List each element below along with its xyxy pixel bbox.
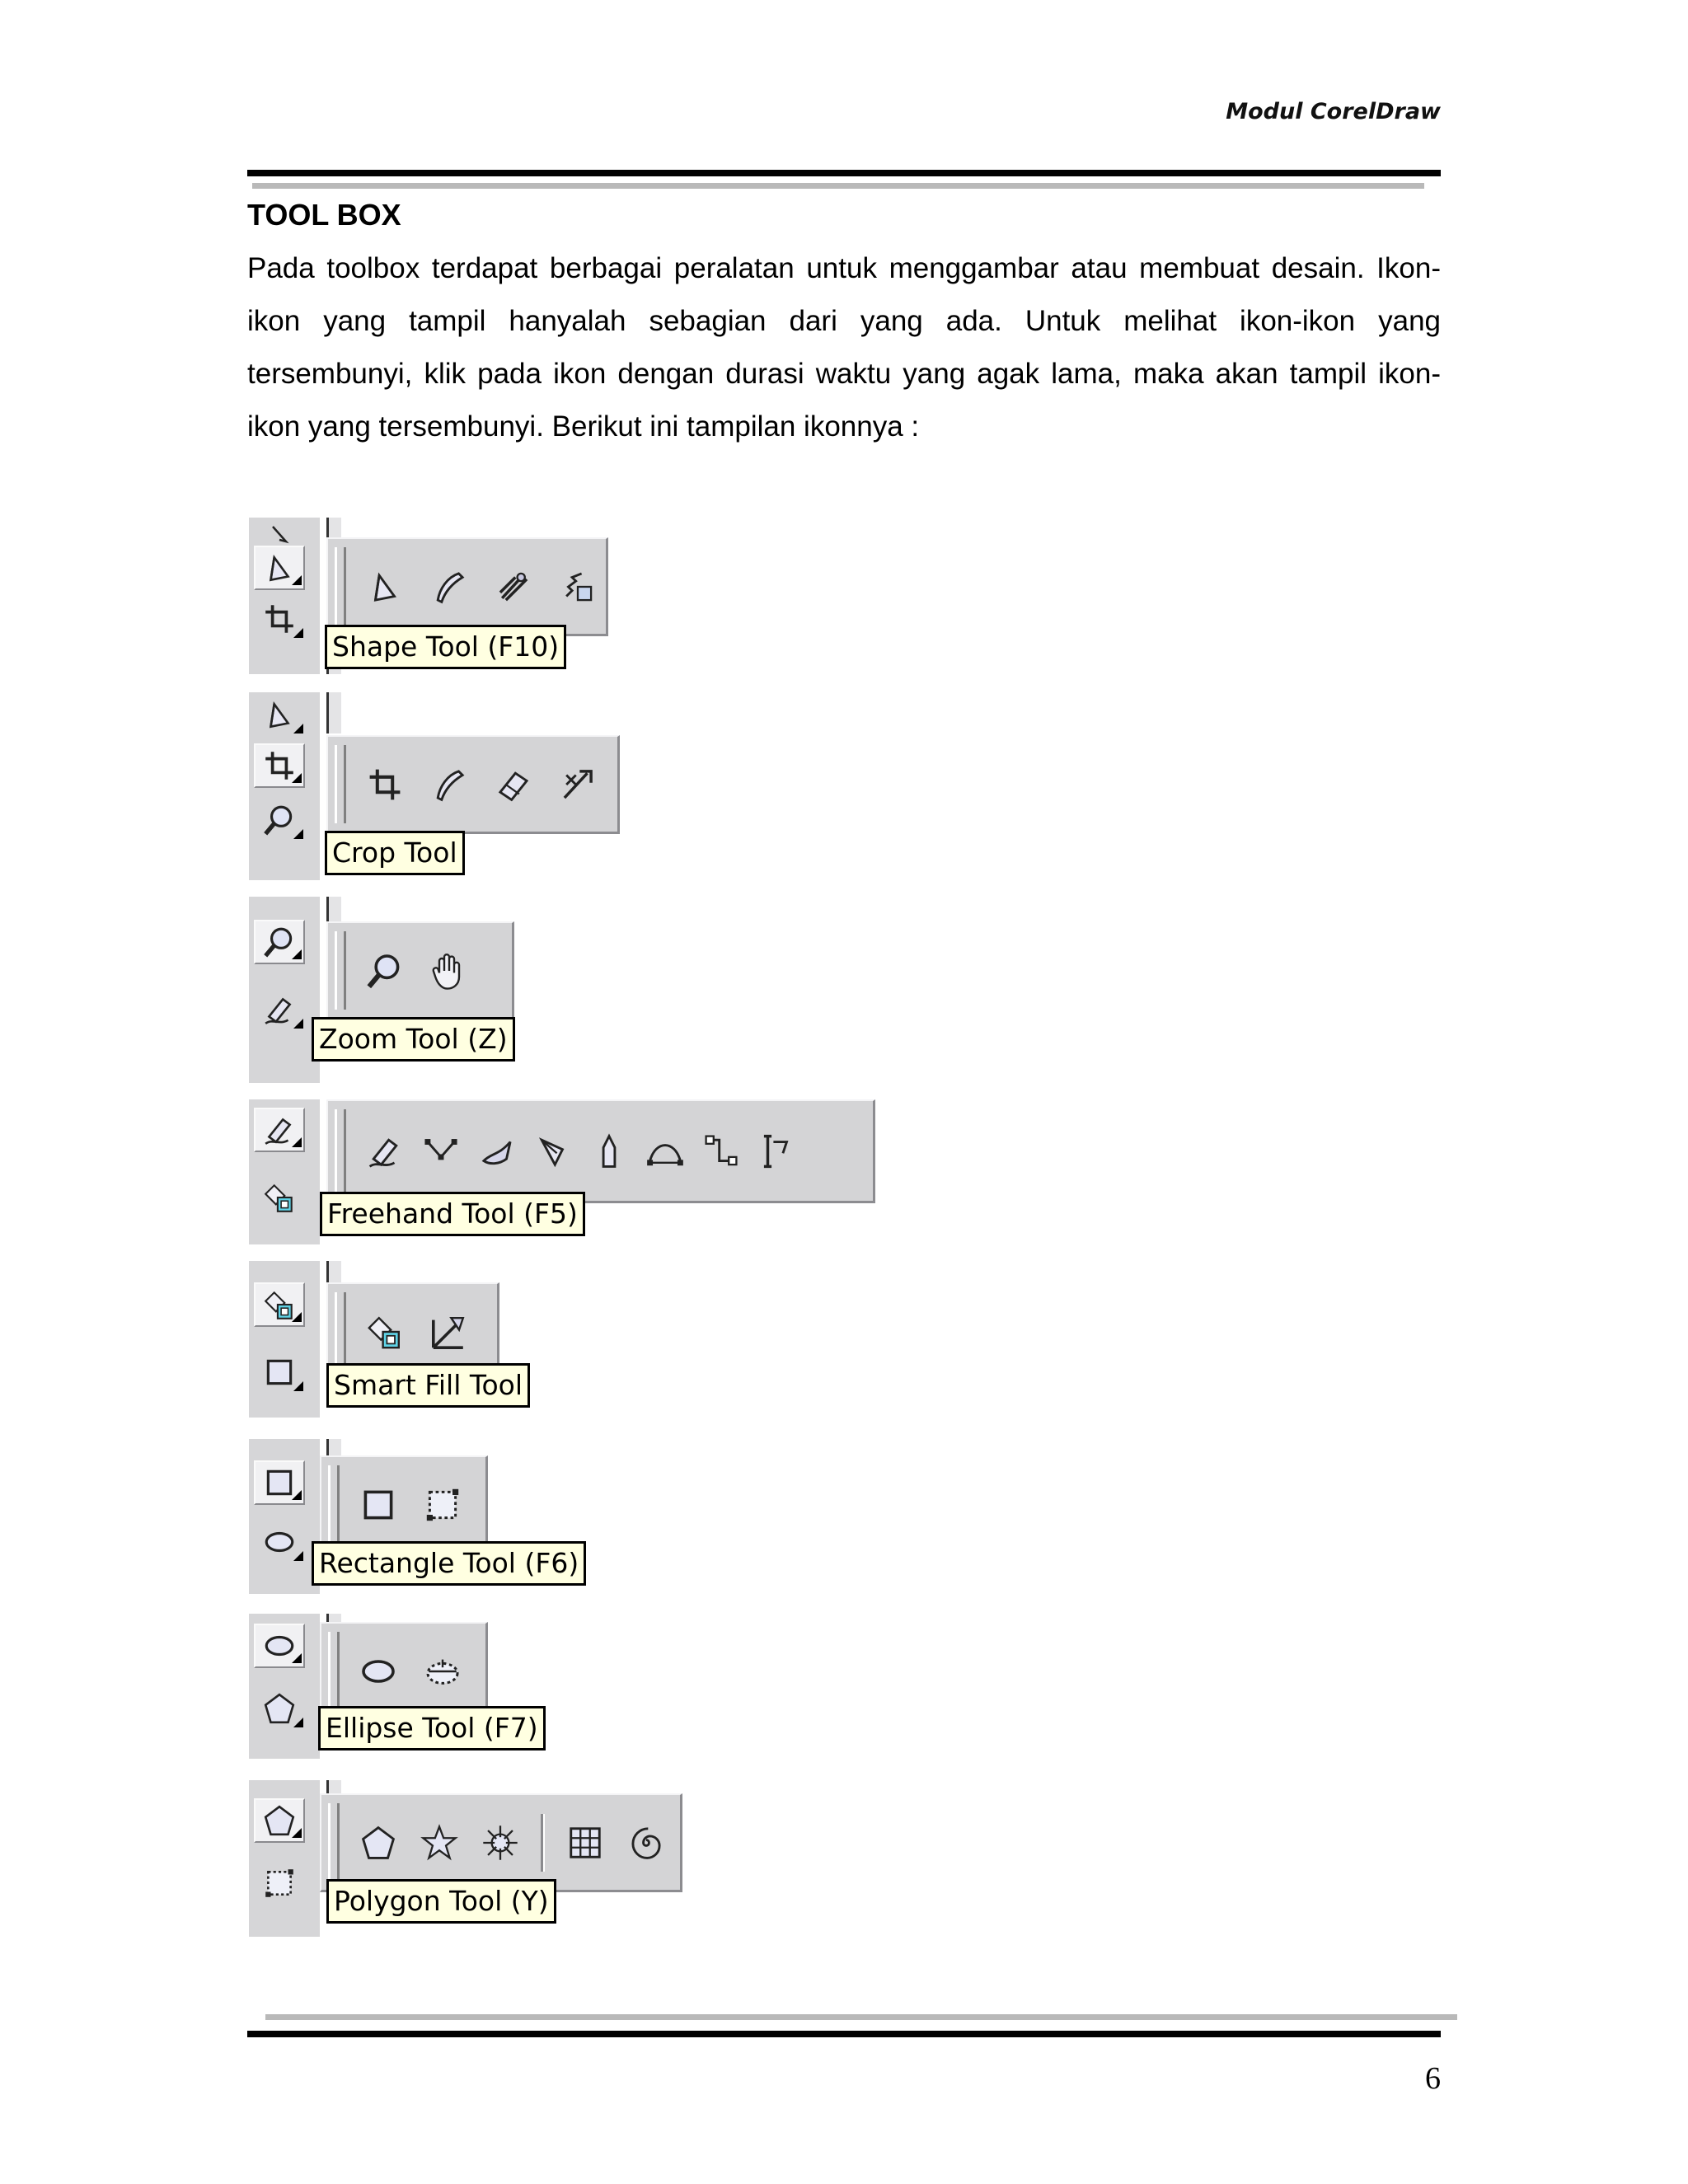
- flyout-grip[interactable]: [328, 1465, 340, 1544]
- eraser-icon[interactable]: [493, 762, 534, 808]
- roughen-brush-icon[interactable]: [557, 564, 598, 610]
- crop-icon: [262, 602, 297, 636]
- flyout-grip[interactable]: [335, 1109, 346, 1193]
- complex-star-icon[interactable]: [480, 1820, 521, 1866]
- crop-tool-button[interactable]: [254, 743, 305, 788]
- page-number: 6: [1425, 2061, 1441, 2096]
- flyout-grip[interactable]: [335, 547, 346, 626]
- polygon-tool-button[interactable]: [254, 1686, 305, 1731]
- toolbox-strip: [249, 1439, 320, 1594]
- tooltip-polygon-tool: Polygon Tool (Y): [326, 1879, 556, 1924]
- three-point-rectangle-icon[interactable]: [422, 1482, 463, 1528]
- hand-icon[interactable]: [429, 948, 470, 994]
- ellipse-icon[interactable]: [358, 1648, 399, 1694]
- body-paragraph: Pada toolbox terdapat berbagai peralatan untuk menggambar atau membuat desain. Ikon-ikon yang tampil hanyalah sebagian dari yang ada. Untuk melihat ikon-ikon yang tersembunyi, klik pada ikon dengan durasi waktu yang agak lama, maka akan tampil ikon-ikon yang tersembunyi. Berikut ini tampilan ikonnya :: [247, 252, 1441, 443]
- toolbox-strip: [249, 1614, 320, 1759]
- flyout-grip[interactable]: [328, 1632, 340, 1710]
- flyout-separator: [541, 1814, 545, 1872]
- rectangle-tool-button[interactable]: [254, 1460, 305, 1505]
- flyout-grip[interactable]: [335, 931, 346, 1010]
- footer-rule-thick: [247, 2031, 1441, 2037]
- toolbox-strip: [249, 518, 320, 674]
- smart-drawing-icon[interactable]: [429, 1309, 470, 1355]
- header-rule-thick: [247, 170, 1441, 176]
- tooltip-zoom-tool: Zoom Tool (Z): [312, 1017, 515, 1062]
- freehand-icon: [262, 992, 297, 1027]
- flyout-arrow-icon: [293, 628, 303, 638]
- toolbox-strip: [249, 1261, 320, 1418]
- spiral-icon[interactable]: [626, 1820, 667, 1866]
- tooltip-ellipse-tool: Ellipse Tool (F7): [318, 1706, 546, 1750]
- flyout-grip[interactable]: [328, 1803, 340, 1882]
- property-column: [326, 1261, 341, 1282]
- property-column: [326, 692, 341, 733]
- tool-row-shape: [249, 518, 612, 674]
- ellipse-icon: [262, 1525, 297, 1559]
- star-icon[interactable]: [419, 1820, 460, 1866]
- tool-row-freehand: [249, 1099, 875, 1244]
- shape-icon[interactable]: [364, 564, 406, 610]
- tool-row-zoom: [249, 897, 521, 1083]
- flyout-grip[interactable]: [335, 745, 346, 823]
- freehand-tool-button[interactable]: [254, 987, 305, 1032]
- tooltip-crop-tool: Crop Tool: [325, 831, 465, 875]
- knife-icon[interactable]: [429, 564, 470, 610]
- zoom-icon: [262, 803, 297, 837]
- tool-row-polygon: [249, 1780, 686, 1937]
- freehand-icon[interactable]: [364, 1128, 406, 1174]
- zoom-tool-button[interactable]: [254, 920, 305, 964]
- rectangle-icon[interactable]: [358, 1482, 399, 1528]
- section-heading: TOOL BOX: [247, 198, 401, 232]
- tooltip-shape-tool: Shape Tool (F10): [325, 625, 566, 669]
- crop-icon[interactable]: [364, 762, 406, 808]
- zoom-icon[interactable]: [364, 948, 406, 994]
- virtual-segment-delete-icon[interactable]: [557, 762, 598, 808]
- bezier-icon[interactable]: [420, 1128, 462, 1174]
- polyline-icon[interactable]: [588, 1128, 630, 1174]
- ellipse-tool-button[interactable]: [254, 1520, 305, 1564]
- shape-flyout: [326, 537, 608, 636]
- three-point-curve-icon[interactable]: [645, 1128, 686, 1174]
- tooltip-rectangle-tool: Rectangle Tool (F6): [312, 1541, 586, 1586]
- tool-row-crop: [249, 692, 620, 880]
- freehand-tool-button[interactable]: [254, 1108, 305, 1152]
- dimension-icon[interactable]: [757, 1128, 798, 1174]
- zoom-tool-button[interactable]: [254, 798, 305, 842]
- smart-fill-tool-button[interactable]: [254, 1175, 305, 1220]
- rectangle-tool-button[interactable]: [254, 1350, 305, 1394]
- toolbox-strip: [249, 1780, 320, 1937]
- footer-rule-thin: [265, 2014, 1457, 2020]
- rectangle-flyout: [320, 1455, 488, 1554]
- header-rule-thin: [252, 183, 1424, 189]
- tool-row-ellipse: [249, 1614, 537, 1759]
- flyout-grip[interactable]: [335, 1292, 346, 1371]
- basic-shapes-tool-button[interactable]: [254, 1861, 305, 1905]
- rectangle-icon: [262, 1355, 297, 1390]
- header-title: Modul CorelDraw: [1226, 99, 1441, 124]
- polygon-tool-button[interactable]: [254, 1798, 305, 1843]
- flyout-arrow-icon: [292, 575, 302, 585]
- smudge-brush-icon[interactable]: [493, 564, 534, 610]
- polygon-icon[interactable]: [358, 1820, 399, 1866]
- basic-shapes-icon: [262, 1866, 297, 1900]
- polygon-icon: [262, 1691, 297, 1726]
- zoom-flyout: [326, 921, 514, 1020]
- three-point-ellipse-icon[interactable]: [422, 1648, 463, 1694]
- knife-icon[interactable]: [429, 762, 470, 808]
- shape-tool-button[interactable]: [254, 546, 305, 590]
- crop-tool-button[interactable]: [254, 597, 305, 641]
- toolbox-strip: [249, 1099, 320, 1244]
- shape-tool-button[interactable]: [254, 692, 305, 737]
- tool-row-smart-fill: [249, 1261, 523, 1418]
- tool-row-rectangle: [249, 1439, 587, 1594]
- pen-icon[interactable]: [532, 1128, 574, 1174]
- freehand-flyout: [326, 1099, 875, 1203]
- tooltip-freehand-tool: Freehand Tool (F5): [320, 1192, 585, 1236]
- graph-paper-icon[interactable]: [565, 1820, 606, 1866]
- smart-fill-icon: [262, 1180, 297, 1215]
- toolbox-strip: [249, 897, 320, 1083]
- smart-fill-tool-button[interactable]: [254, 1282, 305, 1327]
- artistic-media-icon[interactable]: [476, 1128, 518, 1174]
- crop-flyout: [326, 735, 620, 834]
- tooltip-smart-fill-tool: Smart Fill Tool: [326, 1363, 530, 1408]
- connector-icon[interactable]: [701, 1128, 742, 1174]
- shape-icon: [262, 697, 297, 732]
- smart-fill-icon[interactable]: [364, 1309, 406, 1355]
- ellipse-tool-button[interactable]: [254, 1624, 305, 1668]
- toolbox-strip: [249, 692, 320, 880]
- polygon-flyout: [320, 1793, 682, 1892]
